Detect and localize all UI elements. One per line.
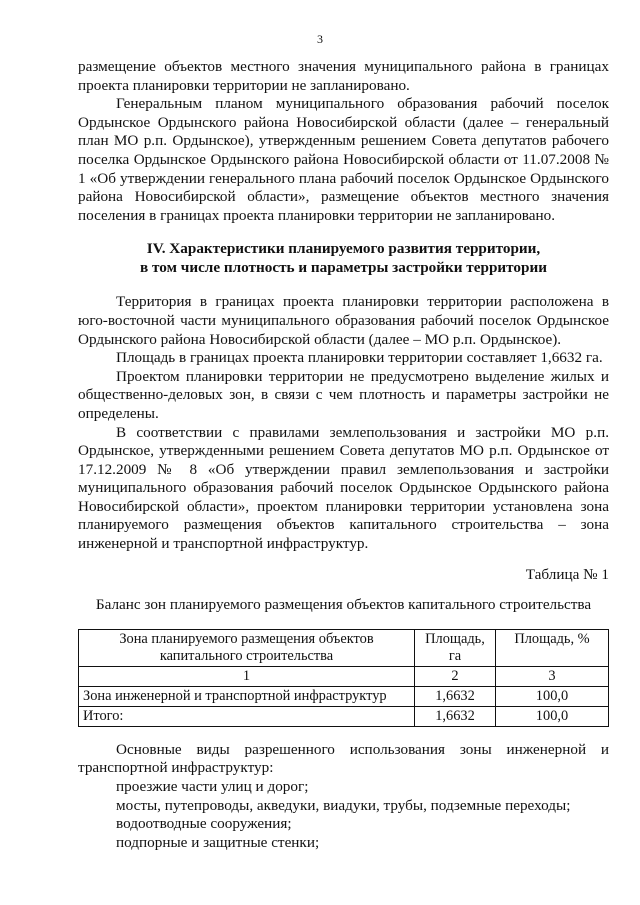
table-header-row xyxy=(79,629,609,666)
document-body xyxy=(78,58,609,852)
paragraph-territory-location: Территория в границах проекта планировки территории расположена в юго-восточной части муниципального образования рабочий поселок Ордынское Ордынского района Новосибирской области (далее – МО р.п. Ордынское). xyxy=(78,293,609,348)
table-row xyxy=(79,686,609,706)
column-number-cell: 2 xyxy=(415,666,496,686)
table-cell: 1,6632 xyxy=(415,706,496,726)
table-cell: 100,0 xyxy=(496,686,609,706)
column-number-cell: 3 xyxy=(496,666,609,686)
section-heading-line-1: IV. Характеристики планируемого развития территории, xyxy=(146,240,541,258)
paragraph-area: Площадь в границах проекта планировки территории составляет 1,6632 га. xyxy=(116,349,603,367)
section-heading-line-2: в том числе плотность и параметры застройки территории xyxy=(140,259,547,277)
list-item: проезжие части улиц и дорог; xyxy=(116,778,309,796)
paragraph-general-plan: Генеральным планом муниципального образования рабочий поселок Ордынское Ордынского района Новосибирской области (далее – генеральный план МО р.п. Ордынское), утвержденным решением Совета депутатов рабочего поселка Ордынское Ордынского района Новосибирской области от 11.07.2008 № 1 «Об утверждении генерального плана рабочий поселок Ордынское Ордынского района Новосибирской области», размещение объектов местного значения поселения в границах проекта планировки территории не запланировано. xyxy=(78,95,609,224)
header-cell: Площадь, га xyxy=(415,629,496,666)
header-cell: Зона планируемого размещения объектов капитального строительства xyxy=(79,629,415,666)
table-number-row xyxy=(79,666,609,686)
table-cell: 100,0 xyxy=(496,706,609,726)
column-number-cell: 1 xyxy=(79,666,415,686)
paragraph-rules: В соответствии с правилами землепользования и застройки МО р.п. Ордынское, утвержденными решением Совета депутатов МО р.п. Ордынское от 17.12.2009 № 8 «Об утверждении правил землепользования и застройки муниципального образования рабочий поселок Ордынское Ордынского района Новосибирской области», проектом планировки территории установлена зона планируемого размещения объектов капитального строительства – зона инженерной и транспортной инфраструктур. xyxy=(78,423,609,553)
list-item: водоотводные сооружения; xyxy=(116,815,292,833)
paragraph-allowed-uses: Основные виды разрешенного использования зоны инженерной и транспортной инфраструктур: xyxy=(78,740,609,777)
table-label: Таблица № 1 xyxy=(525,565,609,583)
table-title: Баланс зон планируемого размещения объектов капитального строительства xyxy=(95,596,592,614)
table-row xyxy=(79,706,609,726)
table-cell: 1,6632 xyxy=(415,686,496,706)
list-item: подпорные и защитные стенки; xyxy=(116,833,320,851)
zone-balance-table xyxy=(78,629,609,727)
page-number: 3 xyxy=(317,32,323,46)
header-cell: Площадь, % xyxy=(496,629,609,666)
list-item: мосты, путепроводы, акведуки, виадуки, трубы, подземные переходы; xyxy=(116,796,571,814)
table-cell: Зона инженерной и транспортной инфраструктур xyxy=(79,686,415,706)
section-heading xyxy=(78,239,609,277)
paragraph-continuation: размещение объектов местного значения муниципального района в границах проекта планировки территории не запланировано. xyxy=(78,58,609,94)
table-cell: Итого: xyxy=(79,706,415,726)
allowed-uses-list xyxy=(78,778,609,852)
paragraph-zones: Проектом планировки территории не предусмотрено выделение жилых и общественно-деловых зон, в связи с чем плотность и параметры застройки не определены. xyxy=(78,367,609,422)
